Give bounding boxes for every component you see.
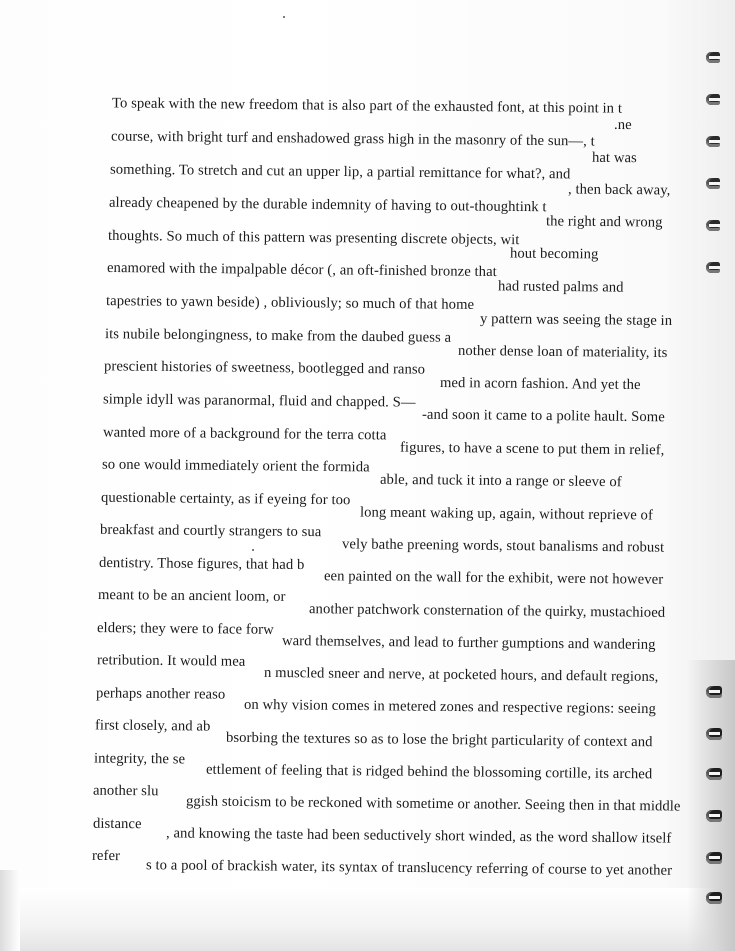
text-line: refer — [91, 847, 121, 865]
binding-ring — [706, 892, 722, 904]
text-line: meant to be an ancient loom, or — [97, 587, 286, 605]
page-corner-shadow — [0, 870, 20, 951]
text-line-fragment: med in acorn fashion. And yet the — [439, 374, 641, 394]
binding-ring — [706, 136, 720, 147]
text-line-fragment: y pattern was seeing the stage in — [479, 310, 673, 330]
dust-speck — [283, 16, 285, 18]
text-line: dentistry. Those figures, that had b — [98, 554, 305, 574]
binding-ring — [706, 686, 722, 698]
binding-ring — [706, 178, 720, 189]
page-bottom-shadow — [0, 888, 735, 951]
text-line: To speak with the new freedom that is also part of the exhausted font, at this point in t — [111, 95, 623, 117]
binding-ring — [706, 768, 722, 780]
text-line: already cheapened by the durable indemnity of having to out-thoughtink t — [108, 194, 547, 216]
binding-ring — [706, 220, 720, 231]
text-line-fragment: ward themselves, and lead to further gumptions and wandering — [281, 633, 656, 653]
text-line-fragment: the right and wrong — [545, 213, 663, 231]
binding-ring — [706, 94, 720, 105]
text-line: integrity, the se — [93, 750, 186, 768]
text-line: thoughts. So much of this pattern was presenting discrete objects, wit — [107, 227, 520, 249]
text-line: elders; they were to face forw — [96, 620, 274, 638]
text-line-fragment: een painted on the wall for the exhibit, were not however — [323, 568, 664, 588]
binding-ring — [706, 810, 722, 822]
text-line-fragment: s to a pool of brackish water, its syntax of translucency referring of course to yet another — [145, 857, 673, 879]
text-line: its nubile belongingness, to make from the daubed guess a — [104, 326, 452, 346]
text-line: course, with bright turf and enshadowed grass high in the masonry of the sun—, t — [110, 128, 595, 150]
text-line: prescient histories of sweetness, bootlegged and ranso — [103, 358, 426, 378]
text-line-fragment: .ne — [613, 116, 632, 134]
text-line-fragment: hat was — [591, 149, 637, 167]
text-line: another slu — [92, 782, 159, 800]
text-line: questionable certainty, as if eyeing for too — [100, 489, 351, 509]
text-line: retribution. It would mea — [96, 652, 246, 670]
text-line: so one would immediately orient the formida — [101, 456, 370, 476]
text-line: perhaps another reaso — [95, 685, 226, 703]
text-line: something. To stretch and cut an upper lip, a partial remittance for what?, and — [109, 161, 571, 183]
dust-speck — [252, 549, 254, 551]
text-line-fragment: , then back away, — [567, 181, 671, 199]
text-line: simple idyll was paranormal, fluid and chapped. S— — [102, 391, 416, 411]
text-line: tapestries to yawn beside) , obliviously; so much of that home — [105, 293, 475, 313]
text-line-fragment: ettlement of feeling that is ridged behind the blossoming cortille, its arched — [205, 761, 653, 783]
text-line-fragment: bsorbing the textures so as to lose the bright particularity of context and — [225, 729, 653, 751]
binding-ring — [706, 728, 722, 740]
text-line: breakfast and courtly strangers to sua — [99, 521, 322, 541]
text-line-fragment: long meant waking up, again, without reprieve of — [359, 504, 654, 524]
binding-ring — [706, 852, 722, 864]
text-line-fragment: n muscled sneer and nerve, at pocketed hours, and default regions, — [263, 664, 659, 686]
text-line-fragment: another patchwork consternation of the quirky, mustachioed — [308, 601, 666, 621]
text-line: distance — [92, 815, 142, 833]
text-line-fragment: hout becoming — [509, 245, 599, 263]
text-line-fragment: had rusted palms and — [497, 278, 624, 296]
text-line-fragment: vely bathe preening words, stout banalisms and robust — [341, 536, 665, 556]
text-line-fragment: ggish stoicism to be reckoned with sometime or another. Seeing then in that middle — [185, 793, 681, 815]
text-line-fragment: -and soon it came to a polite hault. Some — [421, 406, 665, 426]
text-line-fragment: , and knowing the taste had been seductively short winded, as the word shallow itself — [165, 825, 672, 847]
text-line: enamored with the impalpable décor (, an oft-finished bronze that — [106, 259, 497, 281]
binding-ring — [706, 52, 720, 63]
binding-ring — [706, 262, 720, 273]
text-line: wanted more of a background for the terra cotta — [102, 424, 387, 444]
page-fold-shadow — [687, 660, 735, 951]
text-line-fragment: figures, to have a scene to put them in relief, — [399, 439, 665, 459]
text-line-fragment: able, and tuck it into a range or sleeve of — [379, 471, 622, 491]
text-line-fragment: nother dense loan of materiality, its — [457, 342, 668, 362]
text-line-fragment: on why vision comes in metered zones and respective regions: seeing — [243, 696, 657, 718]
text-line: first closely, and ab — [94, 717, 211, 735]
